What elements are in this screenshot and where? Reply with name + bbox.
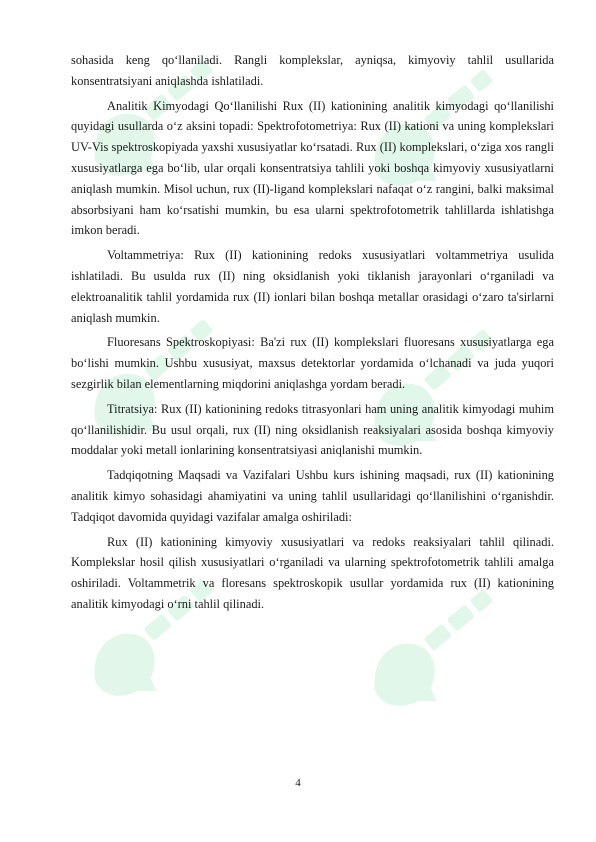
paragraph-titration: Titratsiya: Rux (II) kationining redoks titrasyonlari ham uning analitik kimyodagi muhim qo‘llanilishidir. Bu usul orqali, rux (II) ning oksidlanish reaksiyalari asosida boshqa kimyoviy moddalar yoki metall ionlarining konsentratsiyasi aniqlanishi mumkin. <box>71 401 554 458</box>
paragraph-analytical-applications: Analitik Kimyodagi Qo‘llanilishi Rux (II) kationining analitik kimyodagi qo‘llanilishi quyidagi usullarda o‘z aksini topadi: Spektrofotometriya: Rux (II) kationi va uning komplekslari UV-Vis spektroskopiyada yaxshi xususiyatlar ko‘rsatadi. Rux (II) komplekslari, o‘ziga xos rangli xususiyatlarga ega bo‘lib, ular orqali konsentratsiya tahlili yoki boshqa kimyoviy xususiyatlarni aniqlash mumkin. Misol uchun, rux (II)-ligand komplekslari nafaqat o‘z rangini, balki maksimal absorbsiyani ham ko‘rsatishi mumkin, bu esa ularni spektrofotometrik tahlillarda ishlatishga imkon beradi. <box>71 98 554 238</box>
paragraph-voltammetry: Voltammetriya: Rux (II) kationining redoks xususiyatlari voltammetriya usulida ishlatiladi. Bu usulda rux (II) ning oksidlanish yoki tiklanish jarayonlari o‘rganiladi va elektroanalitik tahlil yordamida rux (II) ionlari bilan boshqa metallar orasidagi o‘zaro ta'sirlarni aniqlash mumkin. <box>71 248 554 325</box>
paragraph-fluorescence: Fluoresans Spektroskopiyasi: Ba'zi rux (II) komplekslari fluoresans xususiyatlarga ega bo‘lishi mumkin. Ushbu xususiyat, maxsus detektorlar yordamida o‘lchanadi va juda yuqori sezgirlik bilan elementlarning miqdorini aniqlashga yordam beradi. <box>71 335 554 391</box>
document-body <box>71 50 554 619</box>
paragraph-research-goals: Tadqiqotning Maqsadi va Vazifalari Ushbu kurs ishining maqsadi, rux (II) kationining analitik kimyo sohasidagi ahamiyatini va uning tahlil usullaridagi qo‘llanilishini o‘rganishdir. Tadqiqot davomida quyidagi vazifalar amalga oshiriladi: <box>71 468 554 524</box>
paragraph-continuation: sohasida keng qo‘llaniladi. Rangli komplekslar, ayniqsa, kimyoviy tahlil usullarida konsentratsiyani aniqlashda ishlatiladi. <box>71 53 554 88</box>
page-number: 4 <box>295 777 301 789</box>
paragraph-research-tasks: Rux (II) kationining kimyoviy xususiyatlari va redoks reaksiyalari tahlil qilinadi. Komplekslar hosil qilish xususiyatlari o‘rganiladi va ularning spektrofotometrik tahlili amalga oshiriladi. Voltammetrik va floresans spektroskopik usullar yordamida rux (II) kationining analitik kimyodagi o‘rni tahlil qilinadi. <box>71 534 554 611</box>
